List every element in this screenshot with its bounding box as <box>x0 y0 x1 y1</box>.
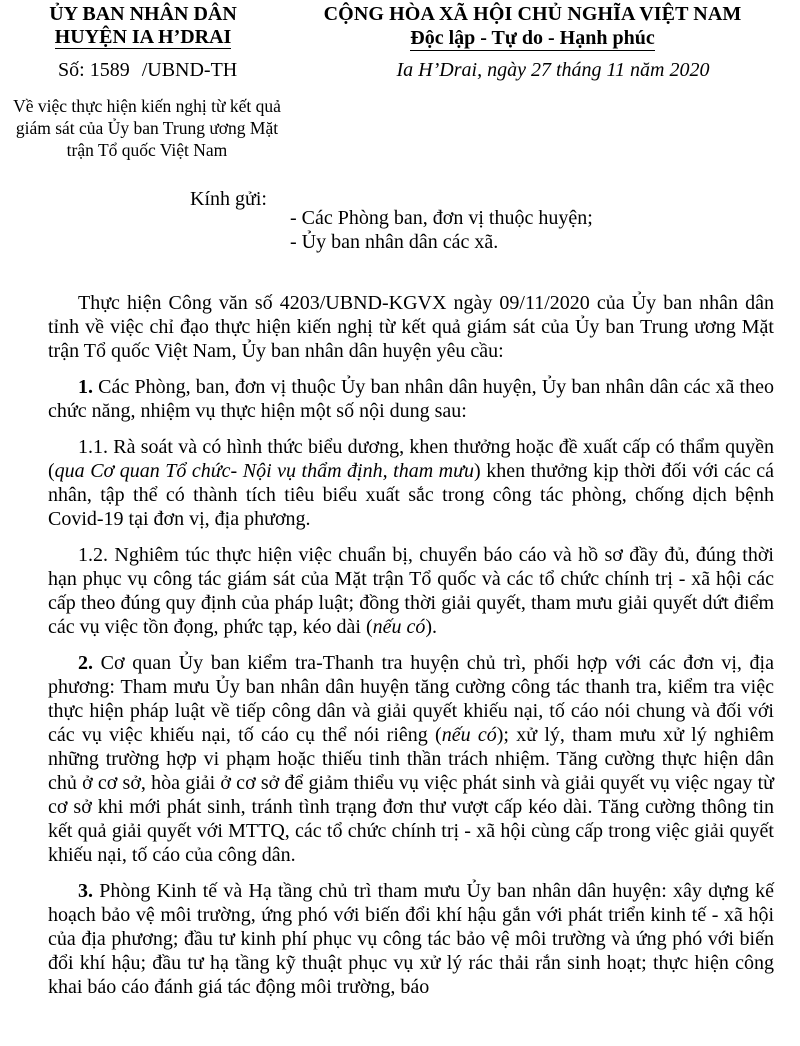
intro-paragraph: Thực hiện Công văn số 4203/UBND-KGVX ngày 09/11/2020 của Ủy ban nhân dân tỉnh về việc chỉ đạo thực hiện kiến nghị từ kết quả giám sát của Ủy ban Trung ương Mặt trận Tổ quốc Việt Nam, Ủy ban nhân dân huyện yêu cầu: <box>48 292 774 362</box>
doc-number-value: 1589 <box>89 59 130 81</box>
recipient-item: - Các Phòng ban, đơn vị thuộc huyện; <box>290 207 593 229</box>
authority-line-2: HUYỆN IA H’DRAI <box>54 26 232 48</box>
section-3: 3. Phòng Kinh tế và Hạ tầng chủ trì tham mưu Ủy ban nhân dân huyện: xây dựng kế hoạch bảo vệ môi trường, ứng phó với biến đổi khí hậu gắn với phát triển kinh tế - xã hội của địa phương; đầu tư kinh phí phục vụ công tác bảo vệ môi trường và ứng phó với biến đổi khí hậu; đầu tư hạ tầng kỹ thuật phục vụ xử lý rác thải rắn sinh hoạt; thực hiện công khai báo cáo đánh giá tác động môi trường, báo <box>48 880 774 998</box>
issuing-authority <box>18 2 268 49</box>
section-1-2: 1.2. Nghiêm túc thực hiện việc chuẩn bị, chuyển báo cáo và hồ sơ đầy đủ, đúng thời hạn phục vụ công tác giám sát của Mặt trận Tổ quốc và các tổ chức chính trị - xã hội các cấp theo đúng quy định của pháp luật; đồng thời giải quyết, tham mưu giải quyết dứt điểm các vụ việc tồn đọng, phức tạp, kéo dài (nếu có). <box>48 544 774 638</box>
section-1-number: 1. <box>78 376 93 398</box>
nation-motto: Độc lập - Tự do - Hạnh phúc <box>410 27 655 49</box>
authority-line-1: ỦY BAN NHÂN DÂN <box>49 3 237 25</box>
document-subject: Về việc thực hiện kiến nghị từ kết quả giám sát của Ủy ban Trung ương Mặt trận Tổ quốc Việt Nam <box>13 96 281 160</box>
document-number <box>58 58 237 82</box>
recipient-item: - Ủy ban nhân dân các xã. <box>290 231 499 253</box>
section-2: 2. Cơ quan Ủy ban kiểm tra-Thanh tra huyện chủ trì, phối hợp với các đơn vị, địa phương: Tham mưu Ủy ban nhân dân huyện tăng cường công tác thanh tra, kiểm tra việc thực hiện pháp luật về tiếp công dân và giải quyết khiếu nại, tố cáo nói chung và đối với các vụ việc khiếu nại, tố cáo cụ thể nói riêng (nếu có); xử lý, tham mưu xử lý nghiêm những trường hợp vi phạm hoặc thiếu tinh thần trách nhiệm. Tăng cường thực hiện dân chủ ở cơ sở, hòa giải ở cơ sở để giảm thiểu vụ việc phát sinh và giải quyết vụ việc ngay từ cơ sở khi mới phát sinh, tránh tình trạng đơn thư vượt cấp kéo dài. Tăng cường thông tin kết quả giải quyết với MTTQ, các tổ chức chính trị - xã hội cùng cấp trong việc giải quyết khiếu nại, tố cáo của công dân. <box>48 652 774 866</box>
doc-number-suffix: /UBND-TH <box>141 59 238 81</box>
recipients-list <box>290 206 593 254</box>
recipients-label: Kính gửi: <box>190 188 267 210</box>
doc-number-prefix: Số: <box>58 59 85 81</box>
document-body <box>48 291 774 1011</box>
national-header <box>285 2 780 51</box>
section-1-1: 1.1. Rà soát và có hình thức biểu dương, khen thưởng hoặc đề xuất cấp có thẩm quyền (qua Cơ quan Tổ chức- Nội vụ thẩm định, tham mưu) khen thưởng kịp thời đối với các cá nhân, tập thể có thành tích tiêu biểu xuất sắc trong công tác phòng, chống dịch bệnh Covid-19 tại đơn vị, địa phương. <box>48 436 774 530</box>
nation-title: CỘNG HÒA XÃ HỘI CHỦ NGHĨA VIỆT NAM <box>323 3 742 25</box>
section-2-number: 2. <box>78 652 93 674</box>
section-1: 1. Các Phòng, ban, đơn vị thuộc Ủy ban nhân dân huyện, Ủy ban nhân dân các xã theo chức năng, nhiệm vụ thực hiện một số nội dung sau: <box>48 376 774 422</box>
section-3-number: 3. <box>78 880 93 902</box>
place-date: Ia H’Drai, ngày 27 tháng 11 năm 2020 <box>396 59 710 81</box>
